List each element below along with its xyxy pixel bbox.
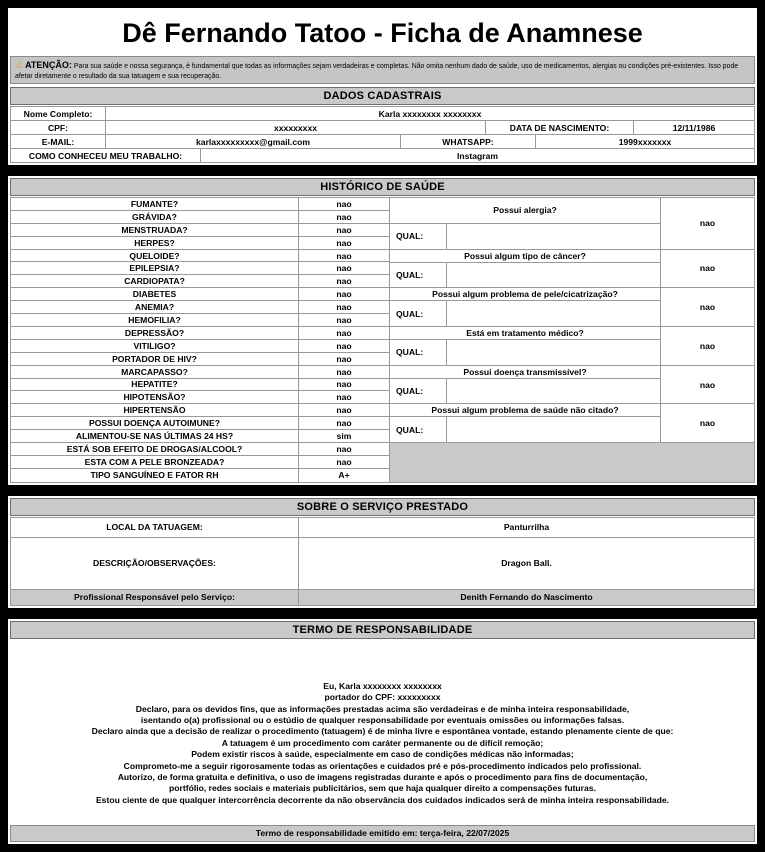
qual-field: [447, 301, 660, 326]
term-line: Declaro, para os devidos fins, que as informações prestadas acima são verdadeiras e de minha inteira responsabilidade,: [135, 703, 630, 714]
health-row: [11, 198, 389, 211]
group-answer: nao: [660, 327, 754, 365]
health-row: [11, 262, 389, 275]
local-tatuagem-value: Panturrilha: [503, 522, 550, 533]
health-answer: nao: [336, 443, 352, 454]
group-question: Possui alergia?: [390, 198, 660, 224]
health-question: HEPATITE?: [11, 379, 299, 391]
health-table: [10, 197, 755, 483]
health-question: EPILEPSIA?: [11, 262, 299, 274]
term-line: isentando o(a) profissional ou o estúdio de qualquer responsabilidade por eventuais omissões ou informações falsas.: [140, 714, 625, 725]
health-question: DIABETES: [11, 288, 299, 300]
cpf-value: xxxxxxxxx: [106, 121, 486, 134]
group-answer: nao: [660, 250, 754, 288]
health-answer: nao: [336, 418, 352, 429]
group-answer: nao: [660, 288, 754, 326]
health-card: [8, 176, 757, 485]
cadastro-table: [10, 106, 755, 163]
health-row: [11, 301, 389, 314]
header-card: [8, 8, 757, 165]
health-row: [11, 353, 389, 366]
qual-field: [447, 224, 660, 249]
health-answer: nao: [336, 263, 352, 274]
health-answer: A+: [338, 470, 350, 481]
service-card: [8, 496, 757, 608]
health-question: PORTADOR DE HIV?: [11, 353, 299, 365]
table-row: [11, 538, 754, 590]
term-line: portfólio, redes sociais e materiais publicitários, sem que haja qualquer direito a compensações futuras.: [169, 783, 596, 794]
health-question: ALIMENTOU-SE NAS ÚLTIMAS 24 HS?: [11, 430, 299, 442]
table-row: [11, 135, 754, 149]
health-question: TIPO SANGUÍNEO E FATOR RH: [11, 469, 299, 482]
profissional-value: Denith Fernando do Nascimento: [460, 592, 593, 603]
health-answer: nao: [336, 392, 352, 403]
health-row: [11, 430, 389, 443]
term-line: portador do CPF: xxxxxxxxx: [324, 692, 441, 703]
health-group-alergia: [390, 198, 754, 250]
health-question: MENSTRUADA?: [11, 224, 299, 236]
health-row: [11, 469, 389, 482]
health-answer: nao: [336, 198, 352, 209]
qual-field: [447, 263, 660, 288]
health-row: [11, 366, 389, 379]
table-row: [11, 149, 754, 162]
conheceu-label: COMO CONHECEU MEU TRABALHO:: [11, 149, 201, 162]
local-tatuagem-label: LOCAL DA TATUAGEM:: [11, 518, 299, 537]
section-header-dados-cadastrais: DADOS CADASTRAIS: [10, 87, 755, 105]
health-question: ESTÁ SOB EFEITO DE DROGAS/ALCOOL?: [11, 443, 299, 455]
section-header-termo: TERMO DE RESPONSABILIDADE: [10, 621, 755, 639]
health-answer: nao: [336, 340, 352, 351]
qual-label: QUAL:: [390, 301, 447, 326]
health-answer: nao: [336, 405, 352, 416]
term-line: A tatuagem é um procedimento com caráter permanente ou de difícil remoção;: [221, 737, 544, 748]
service-table: [10, 517, 755, 606]
descricao-label: DESCRIÇÃO/OBSERVAÇÕES:: [11, 538, 299, 589]
qual-label: QUAL:: [390, 417, 447, 442]
health-answer: nao: [336, 250, 352, 261]
email-label: E-MAIL:: [11, 135, 106, 148]
health-questions-column: [11, 198, 389, 482]
health-row: [11, 404, 389, 417]
whatsapp-label: WHATSAPP:: [401, 135, 536, 148]
health-question: CARDIOPATA?: [11, 275, 299, 287]
nascimento-value: 12/11/1986: [672, 122, 716, 133]
term-line: Podem existir riscos à saúde, especialmente em caso de condições médicas não informadas;: [191, 749, 574, 760]
nome-value: Karla xxxxxxxx xxxxxxxx: [378, 108, 482, 119]
conheceu-value: Instagram: [456, 150, 499, 161]
section-header-servico: SOBRE O SERVIÇO PRESTADO: [10, 498, 755, 516]
health-answer: nao: [336, 353, 352, 364]
health-row: [11, 340, 389, 353]
term-text-block: [10, 639, 755, 825]
table-row: [11, 518, 754, 538]
qual-label: QUAL:: [390, 224, 447, 249]
health-question: HEMOFILIA?: [11, 314, 299, 326]
health-answer: nao: [336, 276, 352, 287]
health-row: [11, 379, 389, 392]
health-answer: sim: [336, 431, 352, 441]
table-row: [11, 107, 754, 121]
health-row: [11, 456, 389, 469]
term-issue-date: Termo de responsabilidade emitido em: terça-feira, 22/07/2025: [10, 825, 755, 842]
profissional-label: Profissional Responsável pelo Serviço:: [11, 590, 299, 605]
term-line: Estou ciente de que qualquer intercorrência decorrente da não observância dos cuidados indicados será de minha inteira responsabilidade.: [95, 794, 670, 805]
table-row: [11, 590, 754, 605]
health-group-nao-citado: [390, 404, 754, 443]
table-row: [11, 121, 754, 135]
health-row: [11, 391, 389, 404]
health-question: GRÁVIDA?: [11, 211, 299, 223]
health-question: VITILIGO?: [11, 340, 299, 352]
warning-text: Para sua saúde e nossa segurança, é fundamental que todas as informações sejam verdadeiras e completas. Não omita nenhum dado de saúde, uso de medicamentos, alergias ou condições pré-existentes. Isso pode afetar diretamente o resultado da sua tatuagem e sua recuperação.: [15, 63, 739, 80]
health-row: [11, 224, 389, 237]
health-question: HERPES?: [11, 237, 299, 249]
section-header-historico-saude: HISTÓRICO DE SAÚDE: [10, 178, 755, 196]
warning-label: ATENÇÃO:: [25, 60, 72, 70]
health-question: DEPRESSÃO?: [11, 327, 299, 339]
health-row: [11, 417, 389, 430]
health-group-tratamento: [390, 327, 754, 366]
qual-field: [447, 417, 660, 442]
group-answer: nao: [660, 404, 754, 442]
health-group-cancer: [390, 250, 754, 289]
term-line: Eu, Karla xxxxxxxx xxxxxxxx: [323, 680, 442, 691]
page-title: Dê Fernando Tatoo - Ficha de Anamnese: [122, 18, 643, 48]
term-line: Comprometo-me a seguir rigorosamente todas as orientações e cuidados pré e pós-procedimento indicados pelo profissional.: [123, 760, 642, 771]
health-row: [11, 443, 389, 456]
health-answer: nao: [336, 302, 352, 313]
qual-label: QUAL:: [390, 263, 447, 288]
health-question: MARCAPASSO?: [11, 366, 299, 378]
term-card: [8, 619, 757, 844]
health-question: HIPOTENSÃO?: [11, 391, 299, 403]
health-question: POSSUI DOENÇA AUTOIMUNE?: [11, 417, 299, 429]
health-answer: nao: [336, 327, 352, 338]
health-group-transmissivel: [390, 366, 754, 405]
health-answer: nao: [336, 456, 352, 467]
nome-label: Nome Completo:: [11, 107, 106, 120]
health-row: [11, 327, 389, 340]
health-answer: nao: [336, 379, 352, 390]
health-groups-column: [389, 198, 754, 482]
warning-banner: [10, 56, 755, 84]
health-answer: nao: [336, 289, 352, 300]
health-question: ESTA COM A PELE BRONZEADA?: [11, 456, 299, 468]
health-row: [11, 275, 389, 288]
health-question: HIPERTENSÃO: [11, 404, 299, 416]
health-row: [11, 288, 389, 301]
descricao-value: Dragon Ball.: [501, 558, 552, 569]
health-answer: nao: [336, 366, 352, 377]
email-value: karlaxxxxxxxxx@gmail.com: [106, 135, 401, 148]
qual-field: [447, 379, 660, 404]
health-answer: nao: [336, 314, 352, 325]
health-gray-filler: [390, 443, 754, 482]
group-question: Possui algum problema de saúde não citado?: [390, 404, 660, 417]
health-row: [11, 250, 389, 263]
qual-field: [447, 340, 660, 365]
group-question: Possui algum tipo de câncer?: [390, 250, 660, 263]
cpf-label: CPF:: [11, 121, 106, 134]
health-answer: nao: [336, 237, 352, 248]
health-question: FUMANTE?: [11, 198, 299, 210]
group-question: Está em tratamento médico?: [390, 327, 660, 340]
health-question: ANEMIA?: [11, 301, 299, 313]
health-answer: nao: [336, 224, 352, 235]
whatsapp-value: 1999xxxxxxx: [618, 136, 672, 147]
group-question: Possui doença transmissível?: [390, 366, 660, 379]
health-group-pele: [390, 288, 754, 327]
qual-label: QUAL:: [390, 379, 447, 404]
term-line: Declaro ainda que a decisão de realizar o procedimento (tatuagem) é de minha livre e espontânea vontade, estando plenamente ciente de que:: [91, 726, 674, 737]
qual-label: QUAL:: [390, 340, 447, 365]
health-answer: nao: [336, 211, 352, 222]
health-row: [11, 211, 389, 224]
health-row: [11, 314, 389, 327]
group-question: Possui algum problema de pele/cicatrização?: [390, 288, 660, 301]
warning-triangle-icon: ⚠: [15, 60, 24, 70]
health-question: QUELOIDE?: [11, 250, 299, 262]
nascimento-label: DATA DE NASCIMENTO:: [486, 121, 634, 134]
group-answer: nao: [660, 366, 754, 404]
term-line: Autorizo, de forma gratuita e definitiva, o uso de imagens registradas durante e após o procedimento para fins de documentação,: [117, 772, 648, 782]
group-answer: nao: [660, 198, 754, 249]
health-row: [11, 237, 389, 250]
